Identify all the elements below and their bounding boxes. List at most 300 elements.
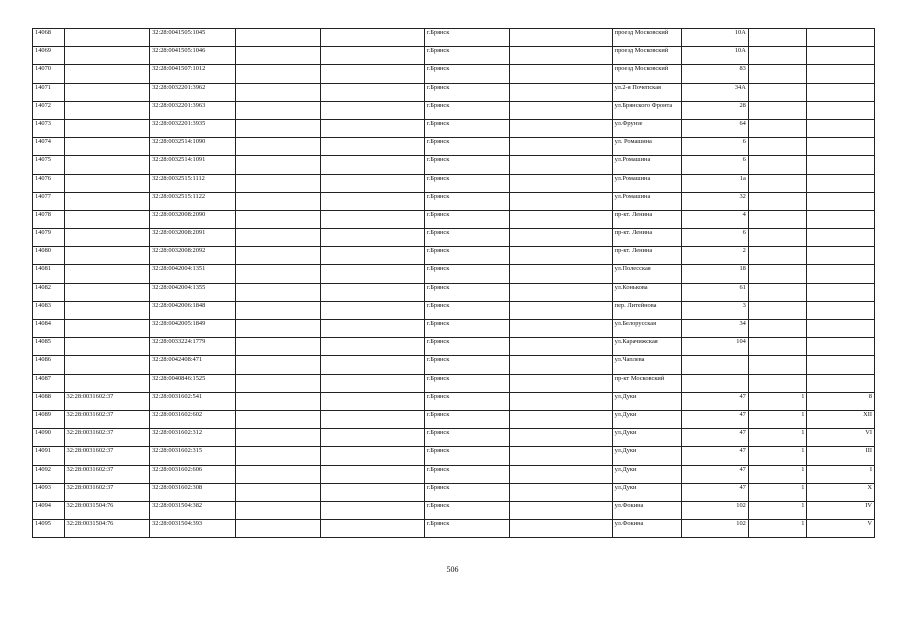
cell-empty	[235, 320, 321, 338]
cell-flat	[748, 192, 807, 210]
cell-empty	[235, 356, 321, 374]
cell-room	[807, 101, 875, 119]
cell-room	[807, 247, 875, 265]
cell-empty	[510, 483, 612, 501]
cell-empty	[321, 174, 425, 192]
table-row	[33, 47, 875, 65]
cell-city: г.Брянск	[424, 265, 510, 283]
cell-empty	[235, 447, 321, 465]
cell-empty	[510, 465, 612, 483]
cell-room	[807, 83, 875, 101]
cell-room	[807, 174, 875, 192]
cell-room	[807, 65, 875, 83]
cell-empty	[510, 174, 612, 192]
cell-house: 6	[682, 156, 748, 174]
cell-empty	[510, 265, 612, 283]
cell-empty	[321, 410, 425, 428]
cell-cadastral-number: 32:28:0031602:606	[150, 465, 236, 483]
cell-street: ул.Ромашина	[612, 174, 682, 192]
cell-row-number: 14090	[33, 429, 65, 447]
cell-row-number: 14085	[33, 338, 65, 356]
table-row	[33, 447, 875, 465]
cell-flat: 1	[748, 392, 807, 410]
cell-empty	[235, 301, 321, 319]
cell-flat	[748, 29, 807, 47]
cell-empty	[321, 356, 425, 374]
cell-house: 32	[682, 192, 748, 210]
cell-house: 83	[682, 65, 748, 83]
cell-city: г.Брянск	[424, 465, 510, 483]
cell-parent-cadastral-number: 32:28:0031504:76	[64, 520, 150, 538]
cell-parent-cadastral-number	[64, 229, 150, 247]
table-row	[33, 138, 875, 156]
cell-row-number: 14092	[33, 465, 65, 483]
cell-parent-cadastral-number	[64, 320, 150, 338]
cell-parent-cadastral-number: 32:28:0031504:76	[64, 501, 150, 519]
cell-empty	[235, 156, 321, 174]
cell-empty	[510, 229, 612, 247]
cell-flat: 1	[748, 410, 807, 428]
cell-empty	[235, 138, 321, 156]
cell-empty	[235, 392, 321, 410]
cell-empty	[510, 210, 612, 228]
cell-city: г.Брянск	[424, 338, 510, 356]
cell-row-number: 14083	[33, 301, 65, 319]
cell-empty	[321, 392, 425, 410]
cell-room	[807, 138, 875, 156]
cell-flat	[748, 174, 807, 192]
cell-house: 64	[682, 119, 748, 137]
cell-cadastral-number: 32:28:0042004:1351	[150, 265, 236, 283]
cell-parent-cadastral-number	[64, 283, 150, 301]
cell-empty	[510, 410, 612, 428]
cell-house: 2	[682, 247, 748, 265]
cell-row-number: 14086	[33, 356, 65, 374]
cell-parent-cadastral-number	[64, 301, 150, 319]
table-row	[33, 465, 875, 483]
cell-house: 6	[682, 138, 748, 156]
page-number: 506	[446, 565, 459, 574]
table-row	[33, 410, 875, 428]
cell-room	[807, 374, 875, 392]
cell-city: г.Брянск	[424, 192, 510, 210]
cell-room	[807, 229, 875, 247]
cell-cadastral-number: 32:28:0032008:2090	[150, 210, 236, 228]
cell-house: 47	[682, 429, 748, 447]
cell-flat: 1	[748, 429, 807, 447]
cell-cadastral-number: 32:28:0031602:541	[150, 392, 236, 410]
registry-table-body	[33, 29, 875, 538]
cell-flat	[748, 265, 807, 283]
cell-city: г.Брянск	[424, 156, 510, 174]
cell-row-number: 14078	[33, 210, 65, 228]
cell-street: ул.Дуки	[612, 410, 682, 428]
cell-flat	[748, 283, 807, 301]
cell-room	[807, 356, 875, 374]
cell-house: 47	[682, 392, 748, 410]
cell-cadastral-number: 32:28:0032008:2092	[150, 247, 236, 265]
cell-parent-cadastral-number	[64, 119, 150, 137]
cell-street: ул.Дуки	[612, 465, 682, 483]
cell-empty	[235, 374, 321, 392]
cell-parent-cadastral-number	[64, 138, 150, 156]
cell-flat	[748, 320, 807, 338]
cell-flat	[748, 138, 807, 156]
cell-empty	[321, 210, 425, 228]
cell-city: г.Брянск	[424, 392, 510, 410]
cell-empty	[235, 101, 321, 119]
cell-street: ул.Дуки	[612, 392, 682, 410]
cell-row-number: 14088	[33, 392, 65, 410]
cell-row-number: 14095	[33, 520, 65, 538]
cell-street: ул.Карачижская	[612, 338, 682, 356]
cell-empty	[510, 320, 612, 338]
cell-empty	[235, 483, 321, 501]
table-row	[33, 283, 875, 301]
table-row	[33, 429, 875, 447]
cell-house: 10А	[682, 29, 748, 47]
cell-street: ул.Белорусская	[612, 320, 682, 338]
cell-row-number: 14074	[33, 138, 65, 156]
cell-room: IV	[807, 501, 875, 519]
cell-empty	[321, 47, 425, 65]
cell-room	[807, 301, 875, 319]
cell-row-number: 14077	[33, 192, 65, 210]
cell-street: ул. Ромашина	[612, 138, 682, 156]
cell-cadastral-number: 32:28:0031504:393	[150, 520, 236, 538]
cell-empty	[321, 501, 425, 519]
table-row	[33, 320, 875, 338]
cell-parent-cadastral-number: 32:28:0031602:37	[64, 429, 150, 447]
cell-flat	[748, 119, 807, 137]
table-row	[33, 356, 875, 374]
cell-street: ул.Фокина	[612, 520, 682, 538]
cell-row-number: 14070	[33, 65, 65, 83]
cell-empty	[321, 138, 425, 156]
cell-city: г.Брянск	[424, 174, 510, 192]
table-row	[33, 229, 875, 247]
cell-cadastral-number: 32:28:0033224:1779	[150, 338, 236, 356]
table-row	[33, 338, 875, 356]
cell-cadastral-number: 32:28:0040846:1525	[150, 374, 236, 392]
cell-empty	[235, 47, 321, 65]
cell-empty	[510, 138, 612, 156]
cell-empty	[510, 374, 612, 392]
cell-street: ул.Чаплева	[612, 356, 682, 374]
cell-empty	[321, 192, 425, 210]
table-row	[33, 301, 875, 319]
cell-city: г.Брянск	[424, 429, 510, 447]
cell-cadastral-number: 32:28:0041505:1045	[150, 29, 236, 47]
cell-street: ул.Ромашина	[612, 156, 682, 174]
cell-cadastral-number: 32:28:0032514:1090	[150, 138, 236, 156]
cell-flat: 1	[748, 483, 807, 501]
cell-house	[682, 374, 748, 392]
cell-parent-cadastral-number	[64, 210, 150, 228]
table-row	[33, 501, 875, 519]
cell-empty	[235, 338, 321, 356]
cell-room: I	[807, 465, 875, 483]
cell-row-number: 14079	[33, 229, 65, 247]
cell-empty	[235, 229, 321, 247]
cell-row-number: 14094	[33, 501, 65, 519]
cell-cadastral-number: 32:28:0031602:308	[150, 483, 236, 501]
cell-house: 1а	[682, 174, 748, 192]
cell-city: г.Брянск	[424, 447, 510, 465]
table-row	[33, 29, 875, 47]
cell-city: г.Брянск	[424, 101, 510, 119]
cell-empty	[235, 265, 321, 283]
cell-cadastral-number: 32:28:0042004:1355	[150, 283, 236, 301]
cell-empty	[321, 247, 425, 265]
cell-row-number: 14081	[33, 265, 65, 283]
cell-parent-cadastral-number	[64, 65, 150, 83]
cell-empty	[510, 156, 612, 174]
cell-street: пр-кт. Ленина	[612, 229, 682, 247]
cell-parent-cadastral-number	[64, 265, 150, 283]
cell-street: ул.Конькова	[612, 283, 682, 301]
cell-cadastral-number: 32:28:0031602:312	[150, 429, 236, 447]
table-row	[33, 156, 875, 174]
cell-room: VI	[807, 429, 875, 447]
cell-empty	[510, 101, 612, 119]
cell-row-number: 14084	[33, 320, 65, 338]
cell-empty	[235, 283, 321, 301]
cell-city: г.Брянск	[424, 47, 510, 65]
table-row	[33, 101, 875, 119]
cell-room	[807, 283, 875, 301]
cell-cadastral-number: 32:28:0032515:1122	[150, 192, 236, 210]
cell-house: 28	[682, 101, 748, 119]
cell-flat	[748, 356, 807, 374]
cell-row-number: 14069	[33, 47, 65, 65]
cell-room	[807, 119, 875, 137]
cell-flat: 1	[748, 447, 807, 465]
cell-city: г.Брянск	[424, 229, 510, 247]
cell-empty	[235, 429, 321, 447]
cell-empty	[510, 192, 612, 210]
cell-empty	[510, 356, 612, 374]
cell-cadastral-number: 32:28:0042408:471	[150, 356, 236, 374]
cell-parent-cadastral-number	[64, 192, 150, 210]
cell-house: 102	[682, 520, 748, 538]
cell-street: проезд Московский	[612, 47, 682, 65]
cell-house: 47	[682, 447, 748, 465]
cell-city: г.Брянск	[424, 138, 510, 156]
cell-flat	[748, 247, 807, 265]
cell-empty	[235, 65, 321, 83]
table-row	[33, 520, 875, 538]
cell-cadastral-number: 32:28:0041505:1046	[150, 47, 236, 65]
cell-empty	[510, 301, 612, 319]
cell-city: г.Брянск	[424, 320, 510, 338]
cell-parent-cadastral-number: 32:28:0031602:37	[64, 392, 150, 410]
cell-flat	[748, 65, 807, 83]
cell-house: 47	[682, 483, 748, 501]
cell-flat	[748, 101, 807, 119]
cell-empty	[321, 301, 425, 319]
cell-street: проезд Московский	[612, 65, 682, 83]
cell-empty	[321, 156, 425, 174]
cell-empty	[235, 247, 321, 265]
cell-flat	[748, 229, 807, 247]
cell-empty	[510, 65, 612, 83]
table-row	[33, 210, 875, 228]
cell-empty	[321, 65, 425, 83]
cell-city: г.Брянск	[424, 65, 510, 83]
cell-row-number: 14080	[33, 247, 65, 265]
registry-table	[32, 28, 875, 538]
cell-flat: 1	[748, 520, 807, 538]
cell-empty	[510, 47, 612, 65]
cell-empty	[321, 320, 425, 338]
cell-empty	[321, 119, 425, 137]
cell-room	[807, 156, 875, 174]
cell-empty	[321, 338, 425, 356]
cell-city: г.Брянск	[424, 119, 510, 137]
cell-row-number: 14075	[33, 156, 65, 174]
cell-parent-cadastral-number	[64, 29, 150, 47]
cell-row-number: 14089	[33, 410, 65, 428]
cell-city: г.Брянск	[424, 29, 510, 47]
cell-room	[807, 192, 875, 210]
cell-row-number: 14073	[33, 119, 65, 137]
cell-city: г.Брянск	[424, 247, 510, 265]
table-row	[33, 174, 875, 192]
cell-empty	[235, 520, 321, 538]
cell-parent-cadastral-number: 32:28:0031602:37	[64, 465, 150, 483]
cell-street: ул.Брянского Фронта	[612, 101, 682, 119]
cell-room	[807, 265, 875, 283]
cell-room	[807, 338, 875, 356]
cell-house: 18	[682, 265, 748, 283]
cell-room: V	[807, 520, 875, 538]
table-row	[33, 392, 875, 410]
cell-street: пер. Литейнова	[612, 301, 682, 319]
table-row	[33, 374, 875, 392]
cell-cadastral-number: 32:28:0031602:315	[150, 447, 236, 465]
cell-street: пр-кт. Ленина	[612, 247, 682, 265]
cell-flat	[748, 210, 807, 228]
cell-house: 47	[682, 465, 748, 483]
table-row	[33, 483, 875, 501]
cell-cadastral-number: 32:28:0032008:2091	[150, 229, 236, 247]
cell-empty	[321, 374, 425, 392]
cell-street: ул.Ромашина	[612, 192, 682, 210]
cell-cadastral-number: 32:28:0032201:3962	[150, 83, 236, 101]
cell-cadastral-number: 32:28:0032514:1091	[150, 156, 236, 174]
cell-street: ул.Дуки	[612, 429, 682, 447]
cell-row-number: 14093	[33, 483, 65, 501]
cell-house: 102	[682, 501, 748, 519]
cell-empty	[235, 501, 321, 519]
cell-street: ул.Полесская	[612, 265, 682, 283]
cell-flat	[748, 338, 807, 356]
cell-city: г.Брянск	[424, 483, 510, 501]
cell-empty	[235, 29, 321, 47]
cell-empty	[321, 465, 425, 483]
cell-city: г.Брянск	[424, 301, 510, 319]
cell-cadastral-number: 32:28:0032201:3963	[150, 101, 236, 119]
cell-empty	[510, 429, 612, 447]
cell-parent-cadastral-number	[64, 356, 150, 374]
cell-street: ул.2-я Почепская	[612, 83, 682, 101]
cell-empty	[321, 483, 425, 501]
cell-house: 4	[682, 210, 748, 228]
cell-street: ул.Дуки	[612, 447, 682, 465]
cell-row-number: 14071	[33, 83, 65, 101]
cell-empty	[235, 410, 321, 428]
cell-empty	[510, 447, 612, 465]
cell-city: г.Брянск	[424, 210, 510, 228]
cell-empty	[510, 83, 612, 101]
cell-flat	[748, 156, 807, 174]
cell-empty	[321, 101, 425, 119]
cell-street: пр-кт Московский	[612, 374, 682, 392]
cell-room	[807, 320, 875, 338]
cell-city: г.Брянск	[424, 83, 510, 101]
cell-empty	[321, 229, 425, 247]
cell-room	[807, 47, 875, 65]
cell-room: 8	[807, 392, 875, 410]
cell-parent-cadastral-number	[64, 47, 150, 65]
cell-empty	[321, 283, 425, 301]
cell-street: проезд Московский	[612, 29, 682, 47]
cell-house: 6	[682, 229, 748, 247]
table-row	[33, 119, 875, 137]
cell-empty	[510, 392, 612, 410]
cell-flat	[748, 301, 807, 319]
cell-empty	[510, 338, 612, 356]
cell-empty	[510, 520, 612, 538]
cell-city: г.Брянск	[424, 374, 510, 392]
cell-house: 3	[682, 301, 748, 319]
cell-empty	[321, 29, 425, 47]
cell-row-number: 14082	[33, 283, 65, 301]
cell-empty	[321, 447, 425, 465]
cell-parent-cadastral-number: 32:28:0031602:37	[64, 447, 150, 465]
cell-house: 34А	[682, 83, 748, 101]
cell-flat: 1	[748, 501, 807, 519]
cell-empty	[510, 119, 612, 137]
cell-city: г.Брянск	[424, 520, 510, 538]
cell-flat	[748, 374, 807, 392]
cell-street: ул.Фокина	[612, 501, 682, 519]
cell-parent-cadastral-number: 32:28:0031602:37	[64, 483, 150, 501]
cell-cadastral-number: 32:28:0031602:602	[150, 410, 236, 428]
cell-empty	[235, 119, 321, 137]
cell-flat	[748, 47, 807, 65]
cell-cadastral-number: 32:28:0031504:382	[150, 501, 236, 519]
cell-empty	[235, 174, 321, 192]
cell-house: 104	[682, 338, 748, 356]
cell-empty	[235, 210, 321, 228]
cell-room: XII	[807, 410, 875, 428]
cell-house: 10А	[682, 47, 748, 65]
cell-cadastral-number: 32:28:0042006:1848	[150, 301, 236, 319]
cell-row-number: 14068	[33, 29, 65, 47]
cell-empty	[510, 501, 612, 519]
cell-room	[807, 29, 875, 47]
cell-empty	[235, 465, 321, 483]
cell-room: III	[807, 447, 875, 465]
cell-street: ул.Фрунзе	[612, 119, 682, 137]
cell-room: X	[807, 483, 875, 501]
cell-parent-cadastral-number	[64, 83, 150, 101]
cell-house	[682, 356, 748, 374]
cell-house: 47	[682, 410, 748, 428]
cell-street: пр-кт. Ленина	[612, 210, 682, 228]
